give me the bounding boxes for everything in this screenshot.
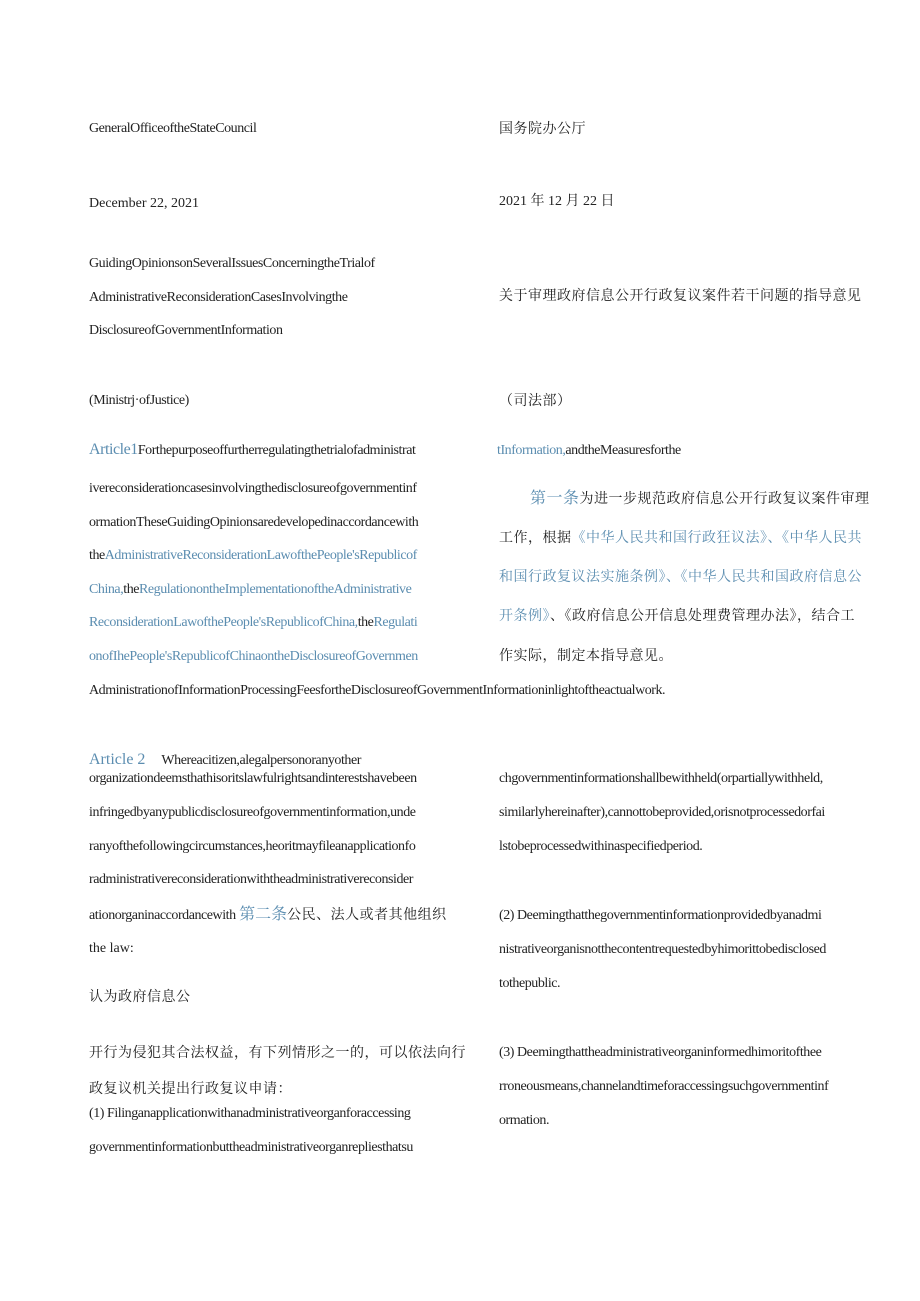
- article1-cn-line-2: [499, 530, 862, 548]
- article1-the-1: the: [89, 548, 105, 563]
- source-cn: （司法部）: [499, 394, 572, 409]
- article1-en-line-6: [89, 614, 417, 632]
- article2-cn-line-2: 认为政府信息公: [89, 990, 191, 1005]
- issuer-en: GeneralOfficeoftheStateCouncil: [89, 121, 257, 136]
- law-disclosure-regulation-end[interactable]: tInformation,: [497, 443, 566, 458]
- article1-en-line-3: ormationTheseGuidingOpinionsaredevelopedinaccordancewith: [89, 515, 419, 530]
- article1-en-text-1: Forthepurposeoffurtherregulatingthetrialofadministrat: [137, 443, 416, 458]
- article2-label-en: Article 2: [89, 751, 146, 768]
- article1-cn-line-1: [530, 490, 870, 509]
- law-implementation-regulation-cont[interactable]: ReconsiderationLawofthePeople'sRepublicofChina,: [89, 615, 358, 630]
- item3-line-3: ormation.: [499, 1113, 549, 1128]
- article2-en-line-1: organizationdeemsthathisoritslawfulrightsandinterestshavebeen: [89, 771, 417, 786]
- source-en: (Ministrj·ofJustice): [89, 393, 189, 408]
- article1-label-cn: 第一条: [530, 490, 580, 507]
- law-admin-reconsideration[interactable]: AdministrativeReconsiderationLawofthePeople'sRepublicof: [104, 548, 417, 563]
- law-disclosure-regulation[interactable]: Regulati: [373, 615, 418, 630]
- item3-line-1: (3) Deemingthattheadministrativeorganinformedhimoritofthee: [499, 1045, 822, 1060]
- article1-the-3: the: [357, 615, 374, 630]
- article1-cn-rest-1: 、《政府信息公开信息处理费管理办法》，结合工: [550, 609, 855, 624]
- article1-en-final: AdministrationofInformationProcessingFeesfortheDisclosureofGovernmentInformationinlightoftheactualwork.: [89, 683, 666, 698]
- article2-en-line-3: ranyofthefollowingcircumstances,heoritmayfileanapplicationfo: [89, 839, 416, 854]
- item1-right-line-3: lstobeprocessedwithinaspecifiedperiod.: [499, 839, 703, 854]
- article1-en-line-1: [89, 441, 415, 460]
- article2-en-law: the law:: [89, 941, 134, 956]
- article1-cn-line-5: 作实际，制定本指导意见。: [499, 649, 673, 664]
- article1-label-en: Article1: [89, 441, 138, 458]
- article1-en-line-5: [89, 581, 411, 599]
- cn-law-2[interactable]: 和国行政复议法实施条例》、《中华人民共和国政府信息公: [499, 570, 862, 585]
- issuer-cn: 国务院办公厅: [499, 122, 586, 137]
- article1-en-line-4: [89, 547, 417, 565]
- law-disclosure-regulation-cont[interactable]: onofIhePeople'sRepublicofChinaontheDisclosureofGovernmen: [89, 649, 418, 664]
- article2-cn-inline: 公民、法人或者其他组织: [287, 908, 447, 923]
- item1-line-1: (1) Filinganapplicationwithanadministrativeorganforaccessing: [89, 1106, 411, 1121]
- article2-label-cn: 第二条: [239, 906, 288, 923]
- law-implementation-regulation[interactable]: RegulationontheImplementationoftheAdministrative: [139, 582, 412, 597]
- article1-after: andtheMeasuresforthe: [565, 443, 681, 458]
- article2-en-line-2: infringedbyanypublicdisclosureofgovernmentinformation,unde: [89, 805, 416, 820]
- article2-cn-line-3: 开行为侵犯其合法权益，有下列情形之一的，可以依法向行: [89, 1046, 466, 1061]
- title-en-line-2: AdministrativeReconsiderationCasesInvolvingthe: [89, 290, 348, 305]
- article2-intro-text: Whereacitizen,alegalpersonoranyother: [161, 753, 361, 768]
- article2-en-intro: [89, 751, 361, 770]
- cn-law-1[interactable]: 《中华人民共和国行政狂议法》、《中华人民共: [571, 531, 862, 546]
- item3-line-2: rroneousmeans,channelandtimeforaccessingsuchgovernmentinf: [499, 1079, 829, 1094]
- article1-cn-line-4: [499, 608, 855, 626]
- item1-line-2: governmentinformationbuttheadministrativeorganrepliesthatsu: [89, 1140, 413, 1155]
- title-en-line-1: GuidingOpinionsonSeveralIssuesConcerningtheTrialof: [89, 256, 375, 271]
- title-cn: 关于审理政府信息公开行政复议案件若干问题的指导意见: [499, 289, 862, 304]
- item1-right-line-2: similarlyhereinafter),cannottobeprovided,orisnotprocessedorfai: [499, 805, 825, 820]
- article1-en-right-line: [497, 442, 681, 460]
- item1-right-line-1: chgovernmentinformationshallbewithheld(orpartiallywithheld,: [499, 771, 823, 786]
- article1-cn-text-1: 为进一步规范政府信息公开行政复议案件审理: [579, 492, 870, 507]
- article2-en-line-5: [89, 906, 447, 925]
- law-admin-reconsideration-china[interactable]: China,: [89, 582, 124, 597]
- item2-line-1: (2) Deemingthatthegovernmentinformationprovidedbyanadmi: [499, 908, 822, 923]
- article1-the-2: the: [123, 582, 140, 597]
- date-en: December 22, 2021: [89, 196, 200, 211]
- article1-cn-pre: 工作，根据: [499, 531, 572, 546]
- item2-line-3: tothepublic.: [499, 976, 561, 991]
- cn-law-3[interactable]: 开条例》: [499, 609, 550, 624]
- article2-en-line-4: radministrativereconsiderationwiththeadministrativereconsider: [89, 872, 413, 887]
- article1-en-line-2: ivereconsiderationcasesinvolvingthedisclosureofgovernmentinf: [89, 481, 417, 496]
- item2-line-2: nistrativeorganisnotthecontentrequestedbyhimorittobedisclosed: [499, 942, 826, 957]
- title-en-line-3: DisclosureofGovernmentInformation: [89, 323, 283, 338]
- article2-cn-line-4: 政复议机关提出行政复议申请：: [89, 1082, 292, 1097]
- article2-en-last: ationorganinaccordancewith: [89, 908, 236, 923]
- date-cn: 2021 年 12 月 22 日: [499, 194, 615, 209]
